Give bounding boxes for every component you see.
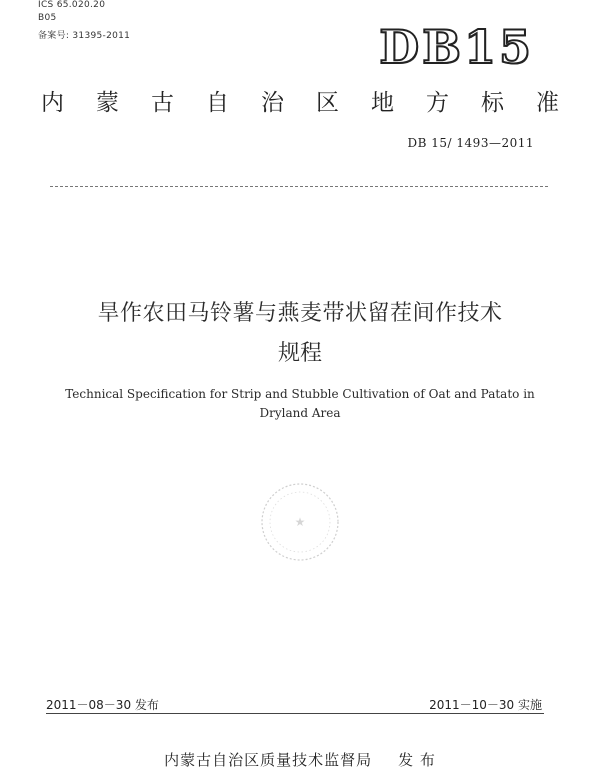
title-english-line-1: Technical Specification for Strip and Stubble Cultivation of Oat and Patato in [65, 387, 535, 401]
issuer-char: 方 [426, 90, 449, 116]
issuer-char: 自 [206, 90, 229, 116]
issuer-char: 治 [261, 90, 284, 116]
publisher-action: 发 布 [398, 751, 436, 769]
title-chinese-line-2: 规程 [277, 341, 322, 366]
svg-text:★: ★ [294, 515, 306, 529]
issuer-char: 内 [41, 90, 64, 116]
ics-code: ICS 65.020.20 [38, 0, 106, 10]
standard-number: DB 15/ 1493—2011 [407, 136, 534, 150]
title-chinese-line-1: 旱作农田马铃薯与燕麦带状留茬间作技术 [97, 301, 503, 326]
faint-seal-stamp [258, 480, 342, 564]
issuer-char: 标 [481, 90, 504, 116]
issuer-char: 区 [316, 90, 339, 116]
issuer-char: 蒙 [96, 90, 119, 116]
db15-logo: DB15 [379, 20, 534, 74]
issuer-heading [0, 84, 600, 117]
top-divider [50, 186, 548, 187]
issuer-char: 古 [151, 90, 174, 116]
publisher [0, 749, 600, 770]
issuer-char: 地 [371, 90, 394, 116]
bottom-divider [46, 713, 544, 714]
record-number: 备案号: 31395-2011 [38, 31, 131, 41]
issuer-char: 准 [536, 90, 559, 116]
publisher-name: 内蒙古自治区质量技术监督局 [164, 751, 373, 769]
title-english-line-2: Dryland Area [259, 406, 341, 420]
implementation-date: 2011－10－30 实施 [429, 698, 542, 712]
issue-date: 2011－08－30 发布 [46, 698, 159, 712]
classification-code: B05 [38, 13, 57, 23]
